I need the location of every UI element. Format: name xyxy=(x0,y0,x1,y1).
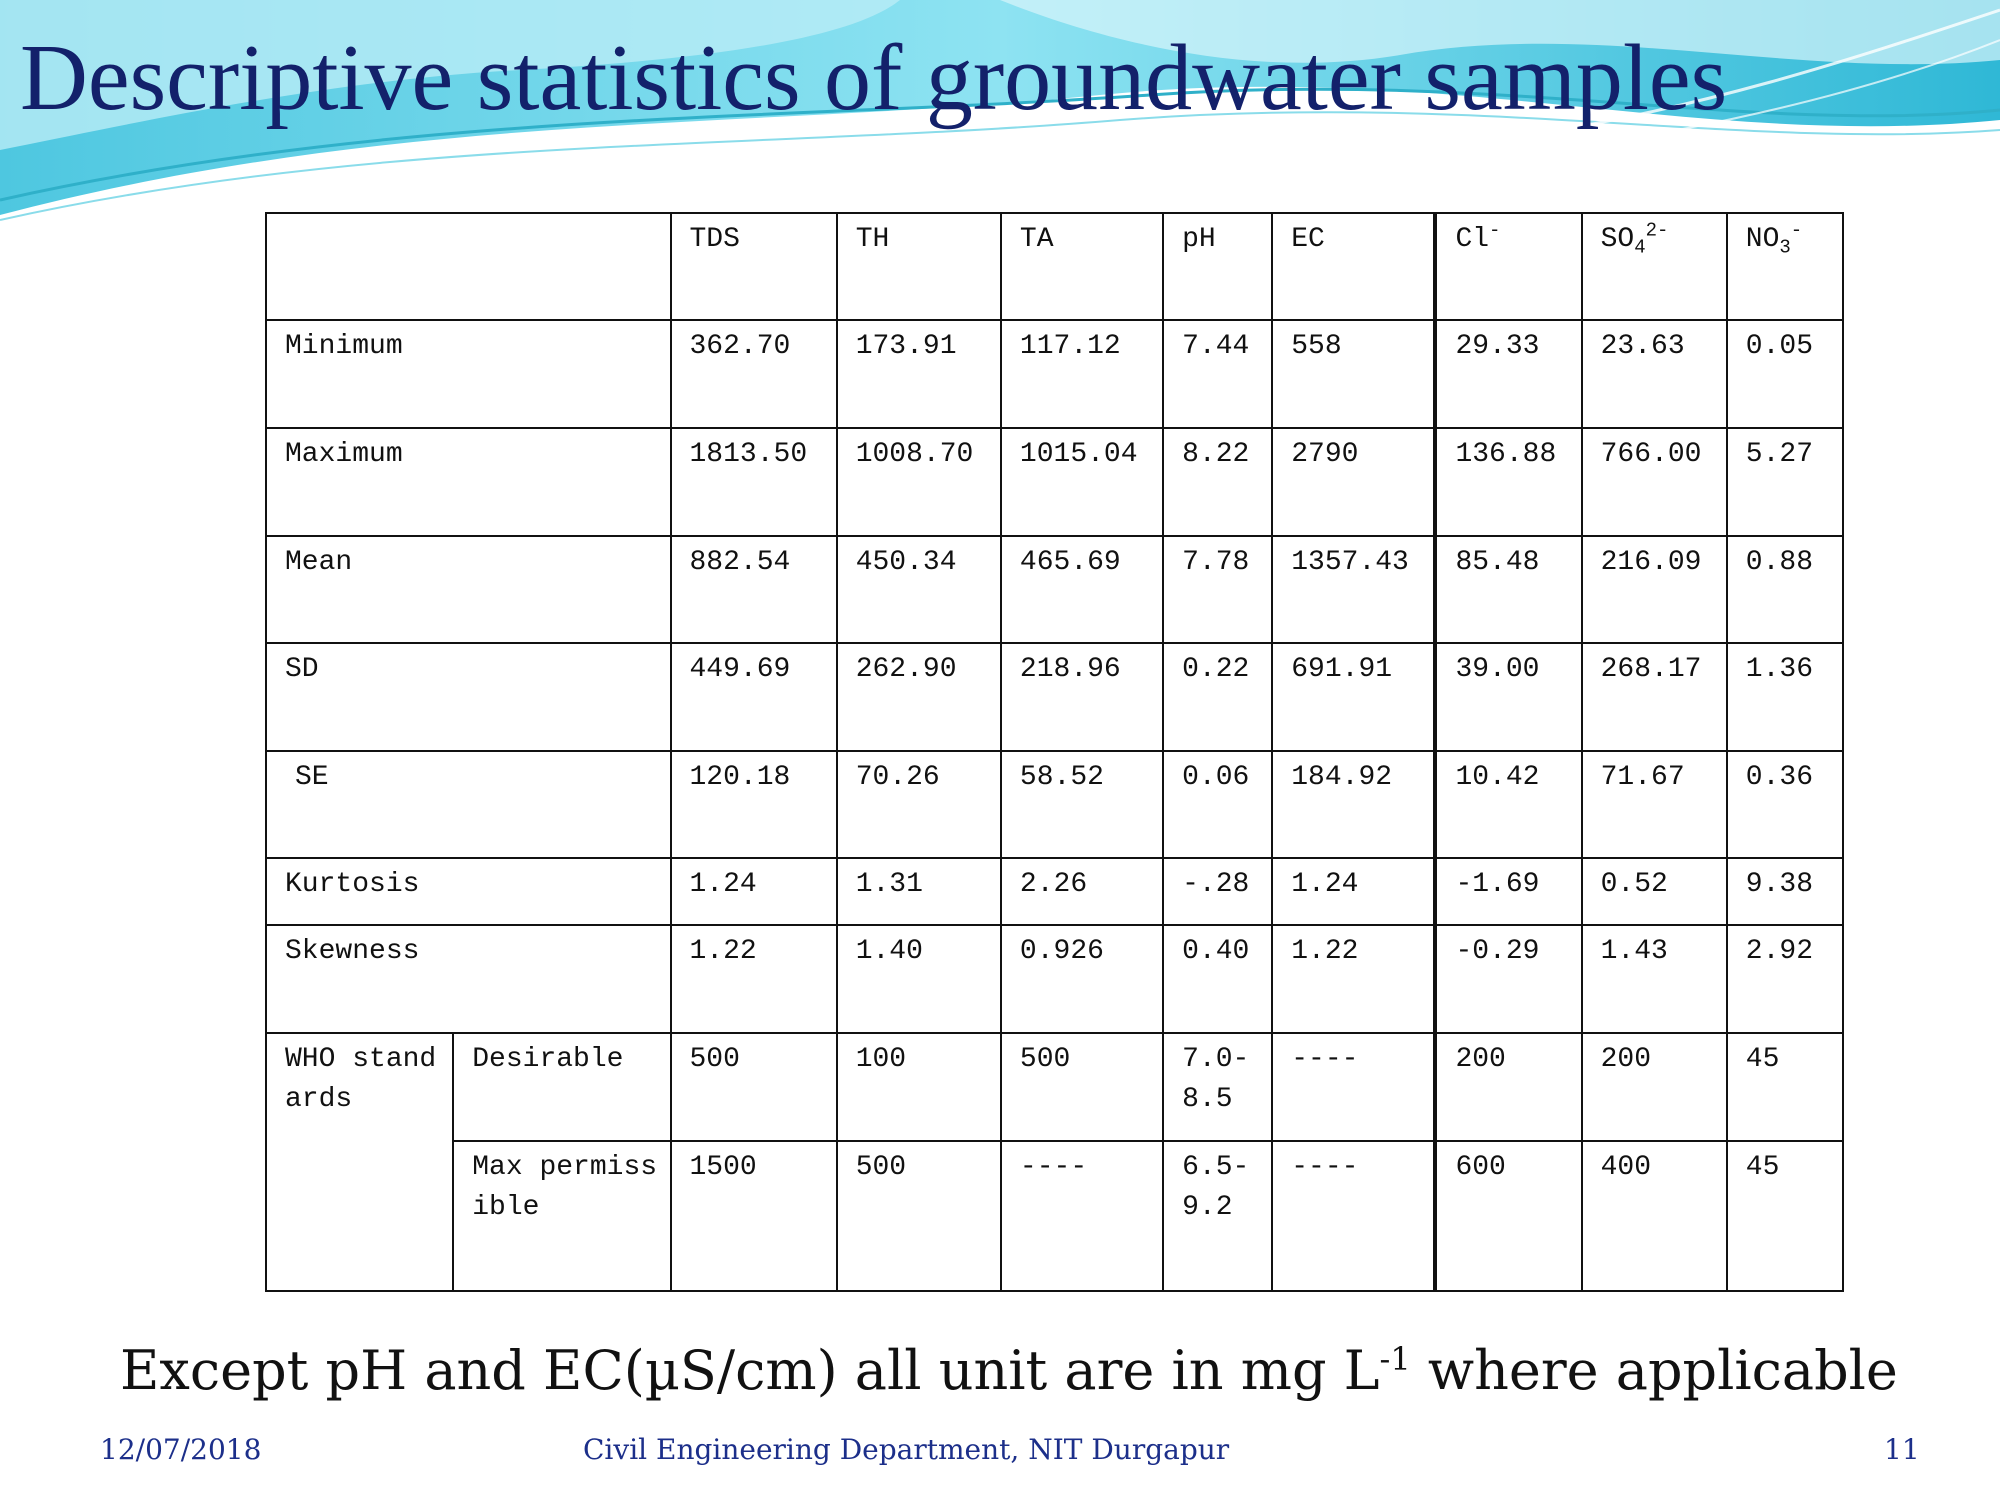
table-cell: 120.18 xyxy=(671,751,837,858)
table-cell: 7.44 xyxy=(1163,320,1272,428)
table-cell: 0.926 xyxy=(1001,925,1163,1033)
no3-subscript: 3 xyxy=(1779,236,1791,259)
table-cell: 600 xyxy=(1435,1141,1581,1291)
row-label-mean: Mean xyxy=(266,536,671,643)
table-cell: 0.22 xyxy=(1163,643,1272,751)
footer-page-number: 11 xyxy=(1884,1433,1920,1466)
table-cell: 1.31 xyxy=(837,858,1001,925)
table-cell: 558 xyxy=(1272,320,1435,428)
footnote-superscript: -1 xyxy=(1379,1340,1411,1378)
table-cell: 1015.04 xyxy=(1001,428,1163,536)
row-label-skewness: Skewness xyxy=(266,925,671,1033)
table-cell: 1813.50 xyxy=(671,428,837,536)
column-header-ec: EC xyxy=(1272,213,1435,320)
table-cell: 85.48 xyxy=(1435,536,1581,643)
table-cell: 1008.70 xyxy=(837,428,1001,536)
row-label-who-standards: WHO standards xyxy=(266,1033,453,1291)
table-row-kurtosis xyxy=(266,858,1843,925)
cl-charge: - xyxy=(1489,219,1501,242)
table-cell: 500 xyxy=(1001,1033,1163,1141)
table-cell: 2.26 xyxy=(1001,858,1163,925)
table-cell: 58.52 xyxy=(1001,751,1163,858)
table-cell: 39.00 xyxy=(1435,643,1581,751)
table-cell: 9.38 xyxy=(1727,858,1843,925)
footnote-text-end: where applicable xyxy=(1410,1339,1898,1402)
table-cell: 1.24 xyxy=(1272,858,1435,925)
row-label-maximum: Maximum xyxy=(266,428,671,536)
row-label-minimum: Minimum xyxy=(266,320,671,428)
row-label-se: SE xyxy=(266,751,671,858)
table-cell: 173.91 xyxy=(837,320,1001,428)
table-cell: 29.33 xyxy=(1435,320,1581,428)
table-cell: 2790 xyxy=(1272,428,1435,536)
table-corner-cell xyxy=(266,213,671,320)
table-cell: 500 xyxy=(837,1141,1001,1291)
column-header-no3 xyxy=(1727,213,1843,320)
table-cell: 0.36 xyxy=(1727,751,1843,858)
table-cell: ---- xyxy=(1272,1141,1435,1291)
table-row-minimum xyxy=(266,320,1843,428)
table-cell: -.28 xyxy=(1163,858,1272,925)
column-header-cl xyxy=(1435,213,1581,320)
table-cell: 23.63 xyxy=(1582,320,1727,428)
column-header-ph: pH xyxy=(1163,213,1272,320)
table-cell: 8.22 xyxy=(1163,428,1272,536)
table-cell: 0.40 xyxy=(1163,925,1272,1033)
table-header-row xyxy=(266,213,1843,320)
statistics-table xyxy=(265,212,1844,1292)
table-row-who-max-permissible xyxy=(266,1141,1843,1291)
cl-label: Cl xyxy=(1455,224,1490,255)
table-cell: 465.69 xyxy=(1001,536,1163,643)
table-cell: -0.29 xyxy=(1435,925,1581,1033)
table-cell: 882.54 xyxy=(671,536,837,643)
table-cell: 450.34 xyxy=(837,536,1001,643)
so4-label: SO xyxy=(1600,224,1635,255)
column-header-so4 xyxy=(1582,213,1727,320)
table-cell: 45 xyxy=(1727,1033,1843,1141)
table-cell: 1.24 xyxy=(671,858,837,925)
table-cell: 7.0-8.5 xyxy=(1163,1033,1272,1141)
table-cell: 1.43 xyxy=(1582,925,1727,1033)
row-label-max-permissible: Max permissible xyxy=(453,1141,670,1291)
table-row-se xyxy=(266,751,1843,858)
table-cell: 136.88 xyxy=(1435,428,1581,536)
column-header-ta: TA xyxy=(1001,213,1163,320)
row-label-sd: SD xyxy=(266,643,671,751)
table-cell: 0.06 xyxy=(1163,751,1272,858)
table-row-mean xyxy=(266,536,1843,643)
table-cell: 200 xyxy=(1435,1033,1581,1141)
table-cell: 268.17 xyxy=(1582,643,1727,751)
table-cell: ---- xyxy=(1001,1141,1163,1291)
table-cell: 691.91 xyxy=(1272,643,1435,751)
table-cell: 7.78 xyxy=(1163,536,1272,643)
table-cell: 1500 xyxy=(671,1141,837,1291)
table-row-sd xyxy=(266,643,1843,751)
table-cell: 117.12 xyxy=(1001,320,1163,428)
table-cell: 100 xyxy=(837,1033,1001,1141)
table-cell: 0.52 xyxy=(1582,858,1727,925)
table-cell: 216.09 xyxy=(1582,536,1727,643)
table-row-who-desirable xyxy=(266,1033,1843,1141)
units-footnote xyxy=(120,1335,1898,1407)
table-cell: 362.70 xyxy=(671,320,837,428)
table-cell: 766.00 xyxy=(1582,428,1727,536)
table-cell: 400 xyxy=(1582,1141,1727,1291)
table-cell: 70.26 xyxy=(837,751,1001,858)
table-row-skewness xyxy=(266,925,1843,1033)
table-cell: -1.69 xyxy=(1435,858,1581,925)
table-cell: 0.88 xyxy=(1727,536,1843,643)
table-cell: 0.05 xyxy=(1727,320,1843,428)
table-row-maximum xyxy=(266,428,1843,536)
table-cell: 1.22 xyxy=(671,925,837,1033)
row-label-kurtosis: Kurtosis xyxy=(266,858,671,925)
table-cell: 10.42 xyxy=(1435,751,1581,858)
table-cell: 6.5-9.2 xyxy=(1163,1141,1272,1291)
table-cell: 500 xyxy=(671,1033,837,1141)
table-cell: 1.36 xyxy=(1727,643,1843,751)
column-header-tds: TDS xyxy=(671,213,837,320)
row-label-desirable: Desirable xyxy=(453,1033,670,1141)
so4-charge: 2- xyxy=(1645,219,1669,242)
no3-label: NO xyxy=(1745,224,1780,255)
table-cell: 1357.43 xyxy=(1272,536,1435,643)
table-cell: 184.92 xyxy=(1272,751,1435,858)
column-header-th: TH xyxy=(837,213,1001,320)
table-cell: 200 xyxy=(1582,1033,1727,1141)
table-cell: 45 xyxy=(1727,1141,1843,1291)
table-cell: 262.90 xyxy=(837,643,1001,751)
no3-charge: - xyxy=(1790,219,1803,242)
footer-date: 12/07/2018 xyxy=(100,1433,262,1466)
slide-title: Descriptive statistics of groundwater samples xyxy=(20,26,1728,130)
table-cell: ---- xyxy=(1272,1033,1435,1141)
table-cell: 5.27 xyxy=(1727,428,1843,536)
table-cell: 1.22 xyxy=(1272,925,1435,1033)
table-cell: 2.92 xyxy=(1727,925,1843,1033)
table-cell: 218.96 xyxy=(1001,643,1163,751)
footnote-text: Except pH and EC(µS/cm) all unit are in mg L xyxy=(120,1339,1380,1402)
footer-department: Civil Engineering Department, NIT Durgapur xyxy=(583,1433,1230,1466)
so4-subscript: 4 xyxy=(1634,236,1646,259)
table-cell: 449.69 xyxy=(671,643,837,751)
table-cell: 1.40 xyxy=(837,925,1001,1033)
table-cell: 71.67 xyxy=(1582,751,1727,858)
